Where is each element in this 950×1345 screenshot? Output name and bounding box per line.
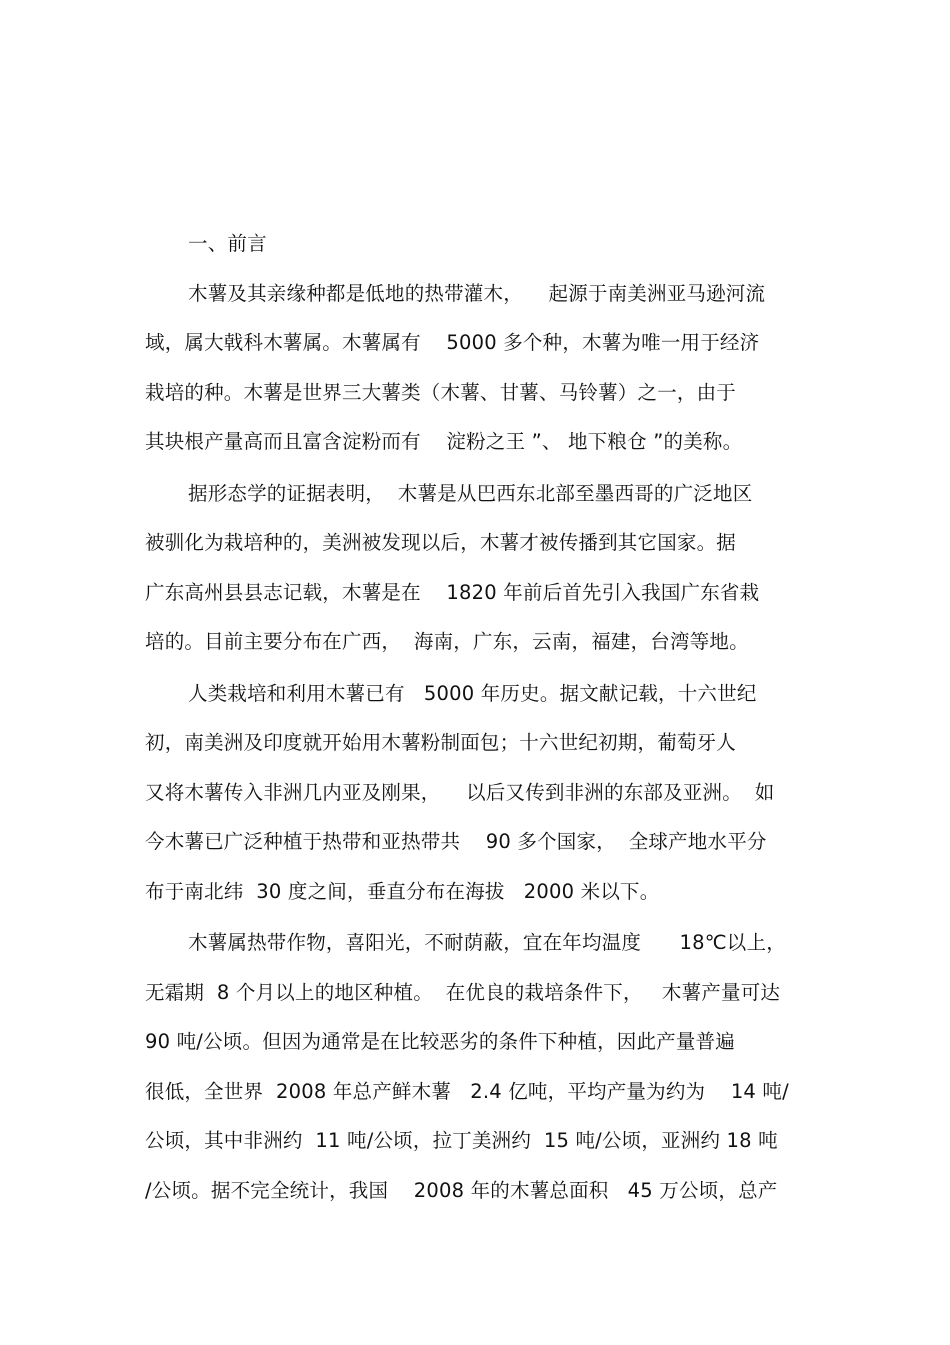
text-line: 域，属大戟科木薯属。木薯属有 5000 多个种，木薯为唯一用于经济 <box>145 331 760 354</box>
section-heading: 一、前言 <box>188 232 267 255</box>
text-line: 很低，全世界 2008 年总产鲜木薯 2.4 亿吨，平均产量为约为 14 吨/ <box>145 1080 789 1103</box>
text-line: /公顷。据不完全统计，我国 2008 年的木薯总面积 45 万公顷，总产 <box>145 1179 778 1202</box>
text-line: 又将木薯传入非洲几内亚及刚果， 以后又传到非洲的东部及亚洲。 如 <box>145 781 775 804</box>
text-line: 被驯化为栽培种的，美洲被发现以后，木薯才被传播到其它国家。据 <box>145 531 737 554</box>
text-line: 人类栽培和利用木薯已有 5000 年历史。据文献记载，十六世纪 <box>188 682 757 705</box>
text-line: 公顷，其中非洲约 11 吨/公顷，拉丁美洲约 15 吨/公顷，亚洲约 18 吨 <box>145 1129 778 1152</box>
text-line: 无霜期 8 个月以上的地区种植。 在优良的栽培条件下， 木薯产量可达 <box>145 981 781 1004</box>
text-line: 栽培的种。木薯是世界三大薯类（木薯、甘薯、马铃薯）之一，由于 <box>145 381 737 404</box>
text-line: 据形态学的证据表明， 木薯是从巴西东北部至墨西哥的广泛地区 <box>188 482 753 505</box>
text-line: 广东高州县县志记载，木薯是在 1820 年前后首先引入我国广东省栽 <box>145 581 760 604</box>
text-line: 初，南美洲及印度就开始用木薯粉制面包；十六世纪初期，葡萄牙人 <box>145 731 737 754</box>
text-line: 木薯属热带作物，喜阳光，不耐荫蔽，宜在年均温度 18℃以上， <box>188 931 786 954</box>
text-line: 90 吨/公顷。但因为通常是在比较恶劣的条件下种植，因此产量普遍 <box>145 1030 735 1053</box>
text-line: 培的。目前主要分布在广西， 海南，广东，云南，福建，台湾等地。 <box>145 630 749 653</box>
text-line: 其块根产量高而且富含淀粉而有 淀粉之王 ”、 地下粮仓 ”的美称。 <box>145 430 743 453</box>
text-line: 木薯及其亲缘种都是低地的热带灌木， 起源于南美洲亚马逊河流 <box>188 282 766 305</box>
text-line: 今木薯已广泛种植于热带和亚热带共 90 多个国家， 全球产地水平分 <box>145 830 767 853</box>
text-line: 布于南北纬 30 度之间，垂直分布在海拔 2000 米以下。 <box>145 880 660 903</box>
